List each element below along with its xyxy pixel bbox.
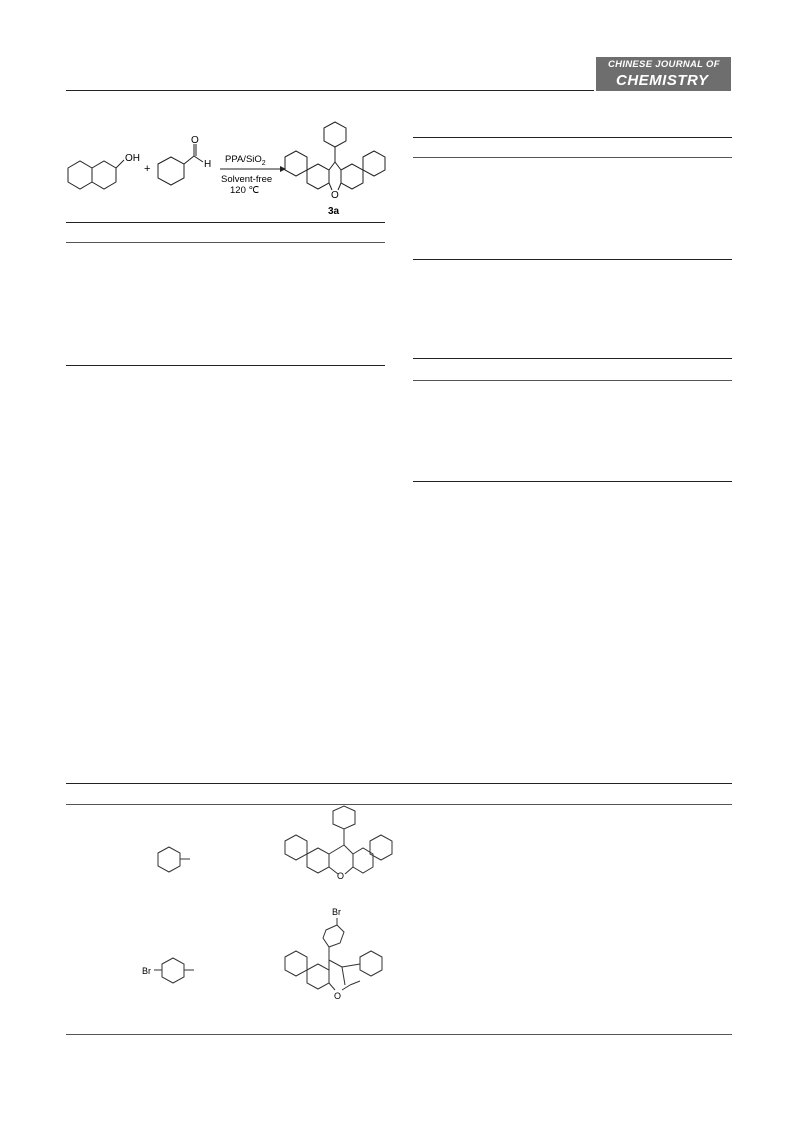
condition-solvent: Solvent-free <box>221 174 273 185</box>
product-row2-structure <box>285 918 382 990</box>
product-3a-label: 3a <box>328 206 340 217</box>
journal-logo <box>596 57 731 91</box>
hydroxyl-label: OH <box>125 153 140 164</box>
right-table2-header-rule <box>413 380 732 381</box>
right-table1-top-rule <box>413 137 732 138</box>
journal-name-line2: CHEMISTRY <box>616 72 709 89</box>
table-row-1-product <box>280 805 395 885</box>
table-row-1-substituent <box>150 840 210 880</box>
plus-sign: + <box>144 163 151 175</box>
condition-temperature: 120 ℃ <box>230 185 260 196</box>
header-rule <box>66 90 594 91</box>
naphthol-structure <box>68 160 124 189</box>
product-o-label: O <box>331 190 339 201</box>
full-table-bottom-rule <box>66 1034 732 1035</box>
left-table-header-rule <box>66 242 385 243</box>
carbonyl-o-label: O <box>191 135 199 146</box>
reaction-scheme <box>60 110 395 225</box>
row2-product-br-label: Br <box>332 907 341 917</box>
table-row-2-product <box>280 905 395 1010</box>
right-table1-bottom-rule <box>413 259 732 260</box>
row2-product-o-label: O <box>334 991 342 1001</box>
left-table-bottom-rule <box>66 365 385 366</box>
product-3a-structure <box>285 122 385 190</box>
product-row1-structure <box>285 806 392 874</box>
bromophenyl-structure <box>154 958 194 983</box>
right-table1-header-rule <box>413 157 732 158</box>
reagent-label: PPA/SiO$_2$ <box>225 154 266 167</box>
table-row-2-substituent <box>140 950 220 990</box>
aldehyde-h-label: H <box>204 159 212 170</box>
right-table2-top-rule <box>413 358 732 359</box>
benzaldehyde-structure <box>158 144 203 185</box>
journal-name-line1: CHINESE JOURNAL OF <box>608 59 720 70</box>
row1-product-o-label: O <box>337 871 345 881</box>
phenyl-structure <box>158 847 190 872</box>
right-table2-bottom-rule <box>413 481 732 482</box>
full-table-top-rule <box>66 783 732 784</box>
left-table-top-rule <box>66 222 385 223</box>
full-table-header-rule <box>66 804 732 805</box>
bromo-label: Br <box>142 966 151 976</box>
